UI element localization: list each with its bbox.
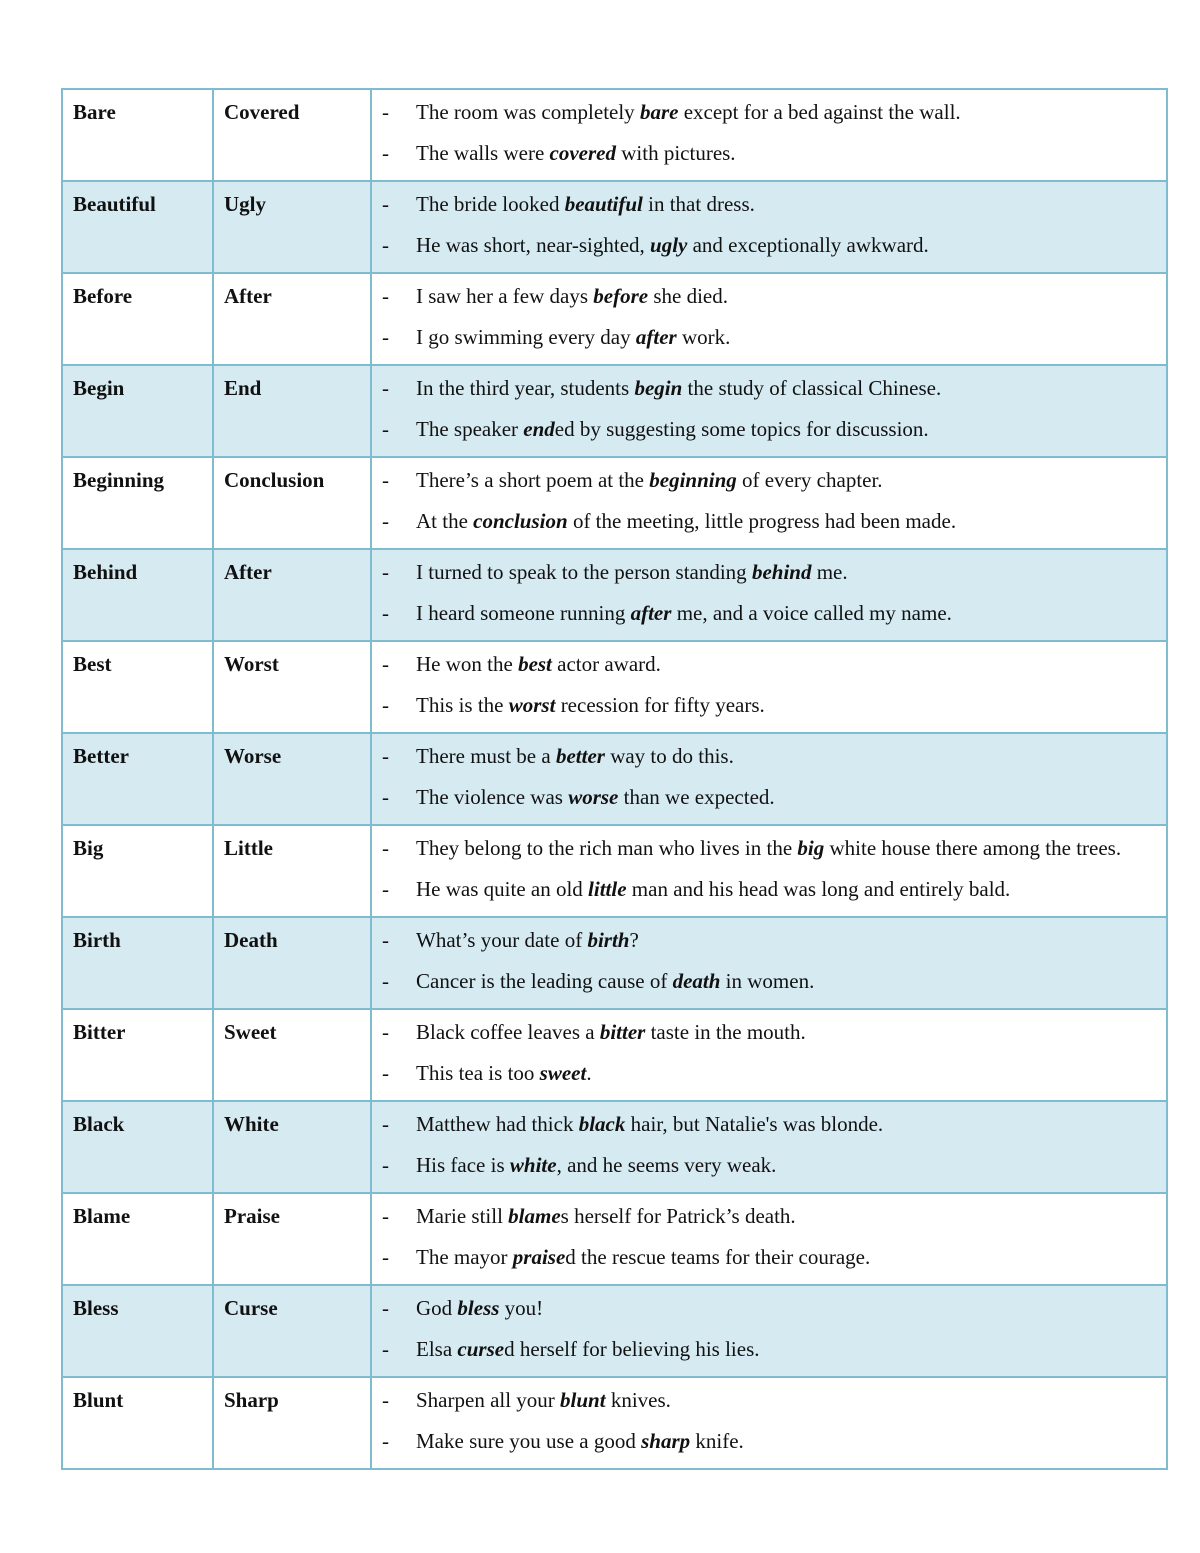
- emphasized-word: curse: [457, 1337, 505, 1361]
- text-segment: Make sure you use a good: [416, 1429, 642, 1453]
- emphasized-word: begin: [634, 376, 683, 400]
- emphasized-word: conclusion: [473, 509, 568, 533]
- table-row: [62, 1193, 1167, 1285]
- text-segment: This tea is too: [416, 1061, 540, 1085]
- example-text: [416, 1145, 1156, 1186]
- examples-cell: [371, 1193, 1167, 1285]
- table-row: [62, 549, 1167, 641]
- example-text: [416, 1288, 1156, 1329]
- example-sentence: [382, 1196, 1156, 1237]
- example-text: [416, 184, 1156, 225]
- bullet-dash: -: [382, 836, 389, 860]
- example-text: [416, 368, 1156, 409]
- table-row: [62, 181, 1167, 273]
- text-segment: He was short, near-sighted,: [416, 233, 651, 257]
- text-segment: white house there among the trees.: [824, 836, 1122, 860]
- word-cell: Bitter: [62, 1009, 213, 1101]
- bullet-dash: -: [382, 1429, 389, 1453]
- emphasized-word: birth: [587, 928, 630, 952]
- text-segment: d the rescue teams for their courage.: [565, 1245, 871, 1269]
- text-segment: man and his head was long and entirely bald.: [626, 877, 1011, 901]
- example-text: [416, 552, 1156, 593]
- example-sentence: [382, 1288, 1156, 1329]
- bullet-dash: -: [382, 1020, 389, 1044]
- table-row: [62, 457, 1167, 549]
- word-cell: Better: [62, 733, 213, 825]
- text-segment: the study of classical Chinese.: [682, 376, 942, 400]
- emphasized-word: death: [672, 969, 721, 993]
- example-sentence: [382, 777, 1156, 818]
- opposite-cell: After: [213, 549, 371, 641]
- examples-cell: [371, 733, 1167, 825]
- text-segment: than we expected.: [618, 785, 775, 809]
- example-sentence: [382, 460, 1156, 501]
- word-cell: Before: [62, 273, 213, 365]
- text-segment: I heard someone running: [416, 601, 631, 625]
- example-text: [416, 920, 1156, 961]
- bullet-dash: -: [382, 1153, 389, 1177]
- emphasized-word: sweet: [539, 1061, 587, 1085]
- example-text: [416, 1421, 1156, 1462]
- text-segment: The room was completely: [416, 100, 640, 124]
- table-row: [62, 89, 1167, 181]
- example-sentence: [382, 593, 1156, 634]
- bullet-dash: -: [382, 376, 389, 400]
- text-segment: me, and a voice called my name.: [671, 601, 952, 625]
- example-sentence: [382, 920, 1156, 961]
- text-segment: The speaker: [416, 417, 524, 441]
- emphasized-word: big: [797, 836, 825, 860]
- text-segment: His face is: [416, 1153, 510, 1177]
- table-row: [62, 825, 1167, 917]
- examples-cell: [371, 181, 1167, 273]
- emphasized-word: praise: [512, 1245, 566, 1269]
- bullet-dash: -: [382, 969, 389, 993]
- example-text: [416, 317, 1156, 358]
- examples-cell: [371, 825, 1167, 917]
- opposite-cell: Worst: [213, 641, 371, 733]
- word-cell: Best: [62, 641, 213, 733]
- example-sentence: [382, 1329, 1156, 1370]
- example-text: [416, 1053, 1156, 1094]
- opposite-cell: White: [213, 1101, 371, 1193]
- bullet-dash: -: [382, 877, 389, 901]
- emphasized-word: after: [635, 325, 677, 349]
- example-sentence: [382, 317, 1156, 358]
- examples-cell: [371, 273, 1167, 365]
- text-segment: Elsa: [416, 1337, 458, 1361]
- examples-cell: [371, 1009, 1167, 1101]
- word-cell: Blame: [62, 1193, 213, 1285]
- text-segment: The violence was: [416, 785, 569, 809]
- text-segment: hair, but Natalie's was blonde.: [625, 1112, 884, 1136]
- bullet-dash: -: [382, 1337, 389, 1361]
- bullet-dash: -: [382, 1204, 389, 1228]
- text-segment: me.: [811, 560, 848, 584]
- text-segment: I go swimming every day: [416, 325, 636, 349]
- text-segment: I turned to speak to the person standing: [416, 560, 752, 584]
- bullet-dash: -: [382, 468, 389, 492]
- text-segment: I saw her a few days: [416, 284, 594, 308]
- text-segment: He was quite an old: [416, 877, 589, 901]
- text-segment: They belong to the rich man who lives in the: [416, 836, 798, 860]
- emphasized-word: bare: [639, 100, 679, 124]
- example-sentence: [382, 92, 1156, 133]
- emphasized-word: blunt: [560, 1388, 606, 1412]
- example-text: [416, 828, 1156, 869]
- example-sentence: [382, 869, 1156, 910]
- table-row: [62, 641, 1167, 733]
- example-sentence: [382, 685, 1156, 726]
- example-sentence: [382, 368, 1156, 409]
- word-cell: Blunt: [62, 1377, 213, 1469]
- example-sentence: [382, 1421, 1156, 1462]
- text-segment: There’s a short poem at the: [416, 468, 650, 492]
- bullet-dash: -: [382, 100, 389, 124]
- example-text: [416, 1012, 1156, 1053]
- word-cell: Begin: [62, 365, 213, 457]
- text-segment: Sharpen all your: [416, 1388, 561, 1412]
- example-sentence: [382, 1380, 1156, 1421]
- bullet-dash: -: [382, 601, 389, 625]
- bullet-dash: -: [382, 1061, 389, 1085]
- table-row: [62, 365, 1167, 457]
- text-segment: of every chapter.: [736, 468, 883, 492]
- emphasized-word: beautiful: [564, 192, 643, 216]
- example-sentence: [382, 501, 1156, 542]
- example-text: [416, 1380, 1156, 1421]
- opposite-cell: After: [213, 273, 371, 365]
- text-segment: This is the: [416, 693, 509, 717]
- emphasized-word: better: [555, 744, 605, 768]
- example-text: [416, 644, 1156, 685]
- bullet-dash: -: [382, 560, 389, 584]
- antonyms-table-body: [62, 89, 1167, 1469]
- example-sentence: [382, 552, 1156, 593]
- text-segment: s herself for Patrick’s death.: [560, 1204, 796, 1228]
- example-text: [416, 276, 1156, 317]
- text-segment: The bride looked: [416, 192, 565, 216]
- text-segment: knives.: [605, 1388, 671, 1412]
- bullet-dash: -: [382, 284, 389, 308]
- opposite-cell: Sharp: [213, 1377, 371, 1469]
- example-sentence: [382, 961, 1156, 1002]
- example-text: [416, 736, 1156, 777]
- text-segment: He won the: [416, 652, 519, 676]
- example-sentence: [382, 225, 1156, 266]
- table-row: [62, 273, 1167, 365]
- text-segment: actor award.: [551, 652, 661, 676]
- example-text: [416, 460, 1156, 501]
- emphasized-word: blame: [508, 1204, 561, 1228]
- example-sentence: [382, 1104, 1156, 1145]
- word-cell: Birth: [62, 917, 213, 1009]
- word-cell: Black: [62, 1101, 213, 1193]
- emphasized-word: covered: [549, 141, 616, 165]
- example-sentence: [382, 828, 1156, 869]
- examples-cell: [371, 1377, 1167, 1469]
- word-cell: Bless: [62, 1285, 213, 1377]
- example-text: [416, 225, 1156, 266]
- text-segment: At the: [416, 509, 474, 533]
- bullet-dash: -: [382, 509, 389, 533]
- text-segment: God: [416, 1296, 458, 1320]
- example-sentence: [382, 1237, 1156, 1278]
- table-row: [62, 917, 1167, 1009]
- bullet-dash: -: [382, 233, 389, 257]
- emphasized-word: black: [578, 1112, 626, 1136]
- opposite-cell: Sweet: [213, 1009, 371, 1101]
- text-segment: in that dress.: [642, 192, 755, 216]
- text-segment: you!: [499, 1296, 544, 1320]
- opposite-cell: Conclusion: [213, 457, 371, 549]
- opposite-cell: Ugly: [213, 181, 371, 273]
- text-segment: ?: [629, 928, 639, 952]
- example-text: [416, 1196, 1156, 1237]
- bullet-dash: -: [382, 1112, 389, 1136]
- text-segment: In the third year, students: [416, 376, 635, 400]
- opposite-cell: Little: [213, 825, 371, 917]
- text-segment: , and he seems very weak.: [556, 1153, 777, 1177]
- example-text: [416, 1329, 1156, 1370]
- emphasized-word: little: [588, 877, 627, 901]
- bullet-dash: -: [382, 417, 389, 441]
- emphasized-word: bitter: [599, 1020, 646, 1044]
- example-text: [416, 501, 1156, 542]
- text-segment: way to do this.: [604, 744, 734, 768]
- text-segment: in women.: [720, 969, 815, 993]
- examples-cell: [371, 365, 1167, 457]
- example-text: [416, 92, 1156, 133]
- examples-cell: [371, 549, 1167, 641]
- word-cell: Bare: [62, 89, 213, 181]
- text-segment: with pictures.: [616, 141, 736, 165]
- opposite-cell: Curse: [213, 1285, 371, 1377]
- word-cell: Behind: [62, 549, 213, 641]
- text-segment: of the meeting, little progress had been made.: [567, 509, 957, 533]
- bullet-dash: -: [382, 928, 389, 952]
- example-text: [416, 869, 1156, 910]
- examples-cell: [371, 89, 1167, 181]
- table-row: [62, 1285, 1167, 1377]
- text-segment: ed by suggesting some topics for discussion.: [554, 417, 929, 441]
- table-row: [62, 1101, 1167, 1193]
- example-sentence: [382, 133, 1156, 174]
- example-sentence: [382, 409, 1156, 450]
- bullet-dash: -: [382, 652, 389, 676]
- word-cell: Big: [62, 825, 213, 917]
- opposite-cell: Worse: [213, 733, 371, 825]
- example-sentence: [382, 1145, 1156, 1186]
- example-text: [416, 1104, 1156, 1145]
- example-text: [416, 409, 1156, 450]
- word-cell: Beautiful: [62, 181, 213, 273]
- emphasized-word: worse: [568, 785, 619, 809]
- text-segment: and exceptionally awkward.: [687, 233, 929, 257]
- text-segment: The walls were: [416, 141, 550, 165]
- example-text: [416, 133, 1156, 174]
- example-sentence: [382, 1053, 1156, 1094]
- text-segment: except for a bed against the wall.: [678, 100, 961, 124]
- text-segment: Black coffee leaves a: [416, 1020, 600, 1044]
- example-sentence: [382, 184, 1156, 225]
- text-segment: recession for fifty years.: [555, 693, 765, 717]
- example-text: [416, 777, 1156, 818]
- opposite-cell: Covered: [213, 89, 371, 181]
- bullet-dash: -: [382, 785, 389, 809]
- emphasized-word: after: [630, 601, 672, 625]
- text-segment: she died.: [648, 284, 728, 308]
- text-segment: taste in the mouth.: [645, 1020, 806, 1044]
- emphasized-word: behind: [751, 560, 812, 584]
- text-segment: work.: [676, 325, 731, 349]
- examples-cell: [371, 457, 1167, 549]
- text-segment: .: [586, 1061, 592, 1085]
- opposite-cell: End: [213, 365, 371, 457]
- bullet-dash: -: [382, 1245, 389, 1269]
- example-text: [416, 961, 1156, 1002]
- examples-cell: [371, 917, 1167, 1009]
- table-row: [62, 1377, 1167, 1469]
- emphasized-word: worst: [508, 693, 556, 717]
- examples-cell: [371, 1101, 1167, 1193]
- opposite-cell: Death: [213, 917, 371, 1009]
- example-sentence: [382, 736, 1156, 777]
- example-text: [416, 593, 1156, 634]
- table-row: [62, 1009, 1167, 1101]
- text-segment: Cancer is the leading cause of: [416, 969, 673, 993]
- example-text: [416, 1237, 1156, 1278]
- bullet-dash: -: [382, 1388, 389, 1412]
- emphasized-word: best: [518, 652, 552, 676]
- word-cell: Beginning: [62, 457, 213, 549]
- text-segment: d herself for believing his lies.: [504, 1337, 760, 1361]
- bullet-dash: -: [382, 744, 389, 768]
- text-segment: What’s your date of: [416, 928, 588, 952]
- emphasized-word: beginning: [649, 468, 737, 492]
- examples-cell: [371, 641, 1167, 733]
- emphasized-word: end: [523, 417, 555, 441]
- bullet-dash: -: [382, 141, 389, 165]
- emphasized-word: ugly: [650, 233, 688, 257]
- text-segment: Marie still: [416, 1204, 509, 1228]
- emphasized-word: sharp: [641, 1429, 691, 1453]
- example-text: [416, 685, 1156, 726]
- bullet-dash: -: [382, 325, 389, 349]
- bullet-dash: -: [382, 693, 389, 717]
- text-segment: Matthew had thick: [416, 1112, 579, 1136]
- emphasized-word: before: [593, 284, 649, 308]
- emphasized-word: bless: [457, 1296, 500, 1320]
- emphasized-word: white: [509, 1153, 557, 1177]
- opposite-cell: Praise: [213, 1193, 371, 1285]
- text-segment: knife.: [690, 1429, 744, 1453]
- example-sentence: [382, 276, 1156, 317]
- bullet-dash: -: [382, 192, 389, 216]
- examples-cell: [371, 1285, 1167, 1377]
- example-sentence: [382, 1012, 1156, 1053]
- bullet-dash: -: [382, 1296, 389, 1320]
- antonyms-table: [61, 88, 1168, 1470]
- text-segment: The mayor: [416, 1245, 513, 1269]
- text-segment: There must be a: [416, 744, 556, 768]
- table-row: [62, 733, 1167, 825]
- example-sentence: [382, 644, 1156, 685]
